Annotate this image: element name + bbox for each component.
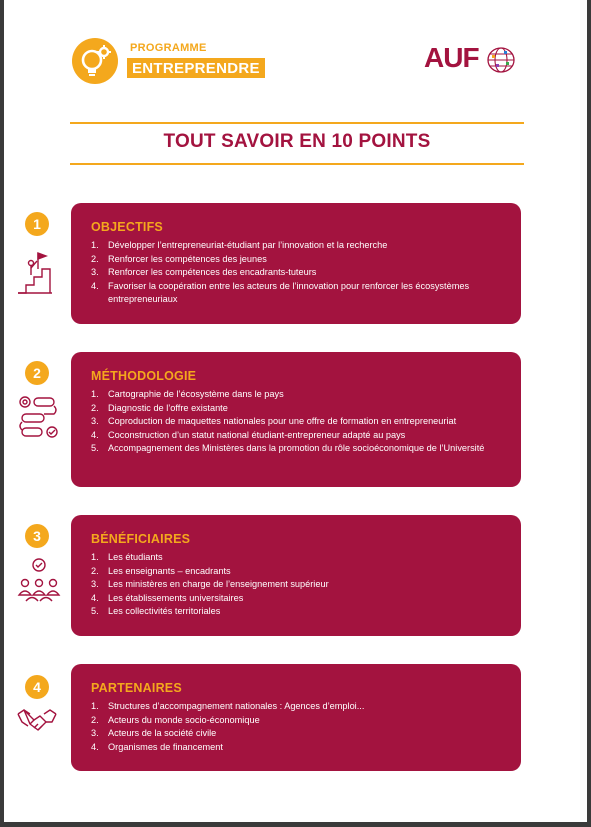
objectifs-card	[71, 203, 521, 324]
section-title: MÉTHODOLOGIE	[91, 369, 197, 383]
list-item: 1. Développer l’entrepreneuriat-étudiant par l’innovation et la recherche	[91, 240, 388, 250]
list-item: 2. Les enseignants – encadrants	[91, 565, 231, 576]
section-title: PARTENAIRES	[91, 681, 182, 695]
list-item: 4. Coconstruction d’un statut national étudiant-entrepreneur adapté au pays	[91, 429, 406, 440]
section-number-badge: 1	[25, 212, 49, 236]
objectifs-list	[91, 239, 507, 307]
partenaires-list	[91, 700, 507, 754]
section-title: BÉNÉFICIAIRES	[91, 532, 191, 546]
people-group-icon	[16, 557, 62, 605]
title-bottom-rule	[70, 163, 524, 165]
auf-logo-text: AUF	[424, 42, 479, 73]
list-item: 3. Acteurs de la société civile	[91, 728, 217, 739]
list-item: 3. Coproduction de maquettes nationales pour une offre de formation en entrepreneuriat	[91, 416, 457, 427]
beneficiaires-card	[71, 515, 521, 636]
section-title: OBJECTIFS	[91, 220, 163, 234]
list-item: 1. Structures d’accompagnement nationales : Agences d’emploi...	[91, 701, 365, 711]
programme-entreprendre-logo	[72, 36, 282, 86]
lightbulb-gear-icon	[72, 38, 118, 84]
list-item: 5. Accompagnement des Ministères dans la promotion du rôle socioéconomique de l’Université	[91, 443, 485, 454]
globe-icon	[484, 45, 518, 75]
list-item: 2. Acteurs du monde socio-économique	[91, 714, 260, 725]
stairs-flag-icon	[16, 245, 56, 297]
list-item: 5. Les collectivités territoriales	[91, 606, 221, 617]
list-item: 1. Les étudiants	[91, 552, 163, 562]
beneficiaires-list	[91, 551, 507, 619]
methodologie-card	[71, 352, 521, 487]
list-item: 2. Renforcer les compétences des jeunes	[91, 253, 267, 264]
list-item: 3. Les ministères en charge de l’enseignement supérieur	[91, 579, 329, 590]
section-number-badge: 3	[25, 524, 49, 548]
section-number-badge: 2	[25, 361, 49, 385]
list-item: 4. Favoriser la coopération entre les acteurs de l’innovation pour renforcer les écosystèmes entrepreneuriaux	[91, 280, 470, 305]
entreprendre-label: ENTREPRENDRE	[127, 58, 265, 78]
auf-logo	[424, 42, 529, 78]
list-item: 4. Organismes de financement	[91, 741, 223, 752]
title-top-rule	[70, 122, 524, 124]
list-item: 1. Cartographie de l’écosystème dans le pays	[91, 389, 284, 399]
programme-label: PROGRAMME	[130, 42, 207, 54]
page-title: TOUT SAVOIR EN 10 POINTS	[163, 131, 431, 152]
partenaires-card	[71, 664, 521, 771]
section-number-badge: 4	[25, 675, 49, 699]
list-item: 3. Renforcer les compétences des encadrants-tuteurs	[91, 267, 317, 278]
handshake-icon	[16, 706, 58, 736]
methodologie-list	[91, 388, 507, 456]
page-header	[4, 0, 587, 110]
list-item: 2. Diagnostic de l’offre existante	[91, 402, 228, 413]
gear-process-icon	[16, 392, 60, 442]
list-item: 4. Les établissements universitaires	[91, 592, 244, 603]
document-page	[4, 0, 587, 822]
